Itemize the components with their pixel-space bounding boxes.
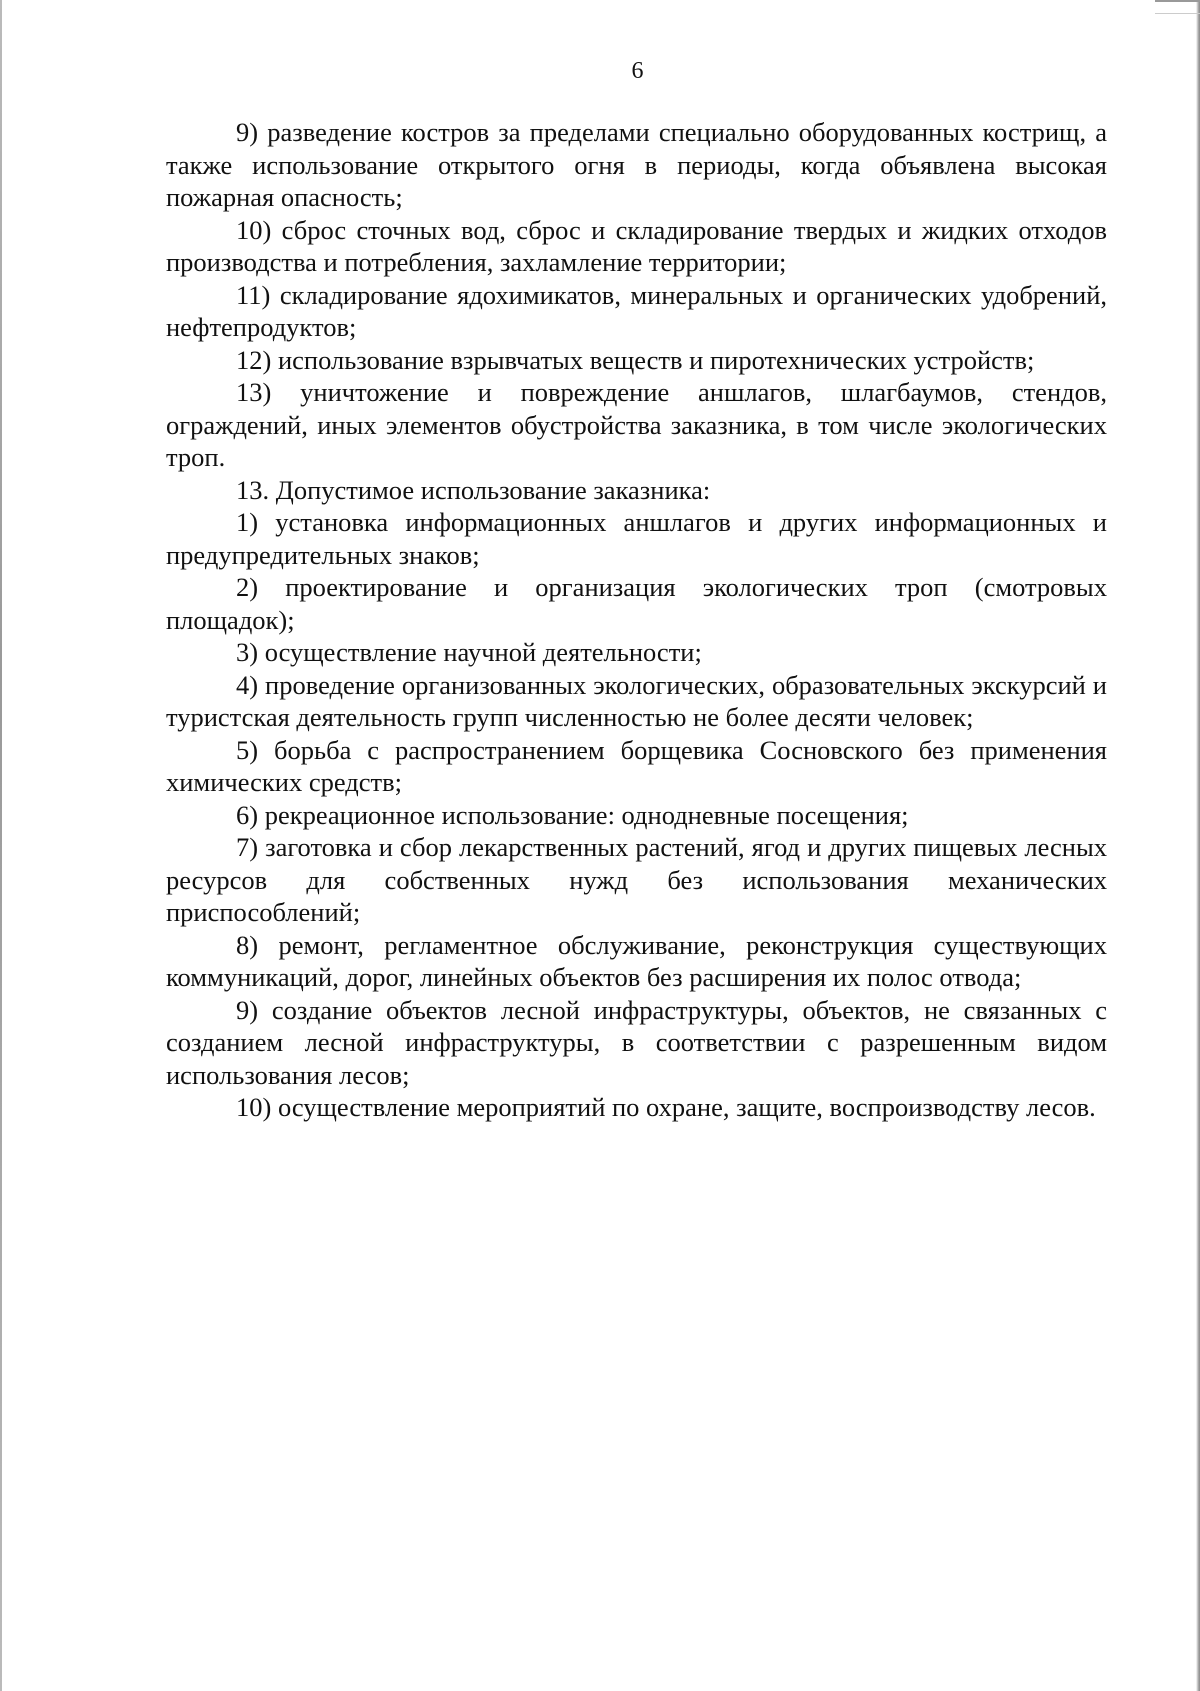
list-item: 6) рекреационное использование: однодневные посещения; (236, 799, 909, 830)
list-item: 8) ремонт, регламентное обслуживание, реконструкция существующих коммуникаций, дорог, линейных объектов без расширения их полос отвода; (166, 929, 1107, 992)
list-item: 3) осуществление научной деятельности; (236, 637, 702, 667)
list-item: 4) проведение организованных экологических, образовательных экскурсий и туристская деятельность групп численностью не более десяти человек; (166, 669, 1107, 732)
section-heading: 13. Допустимое использование заказника: (236, 474, 711, 505)
list-item: 1) установка информационных аншлагов и других информационных и предупредительных знаков; (166, 507, 1107, 570)
list-item: 10) сброс сточных вод, сброс и складирование твердых и жидких отходов производства и потребления, захламление территории; (166, 214, 1107, 277)
scan-edge-right (1196, 0, 1200, 1691)
list-item: 13) уничтожение и повреждение аншлагов, шлагбаумов, стендов, ограждений, иных элементов обустройства заказника, в том числе экологических троп. (166, 377, 1107, 472)
list-item: 5) борьба с распространением борщевика Сосновского без применения химических средств; (166, 734, 1107, 797)
list-item: 12) использование взрывчатых веществ и пиротехнических устройств; (236, 344, 1035, 375)
list-item: 10) осуществление мероприятий по охране, защите, воспроизводству лесов. (236, 1092, 1096, 1122)
list-item: 2) проектирование и организация экологических троп (смотровых площадок); (166, 572, 1107, 635)
page-number: 6 (631, 58, 644, 84)
list-item: 11) складирование ядохимикатов, минеральных и органических удобрений, нефтепродуктов; (166, 279, 1107, 342)
list-item: 9) создание объектов лесной инфраструктуры, объектов, не связанных с созданием лесной инфраструктуры, в соответствии с разрешенным видом использования лесов; (166, 994, 1107, 1090)
document-body (166, 116, 1107, 1124)
scan-edge-corner (1155, 0, 1200, 14)
list-item: 9) разведение костров за пределами специально оборудованных кострищ, а также использование открытого огня в периоды, когда объявлена высокая пожарная опасность; (166, 117, 1107, 212)
scan-edge-left (0, 0, 2, 1691)
list-item: 7) заготовка и сбор лекарственных растений, ягод и других пищевых лесных ресурсов для собственных нужд без использования механических приспособлений; (166, 832, 1107, 927)
